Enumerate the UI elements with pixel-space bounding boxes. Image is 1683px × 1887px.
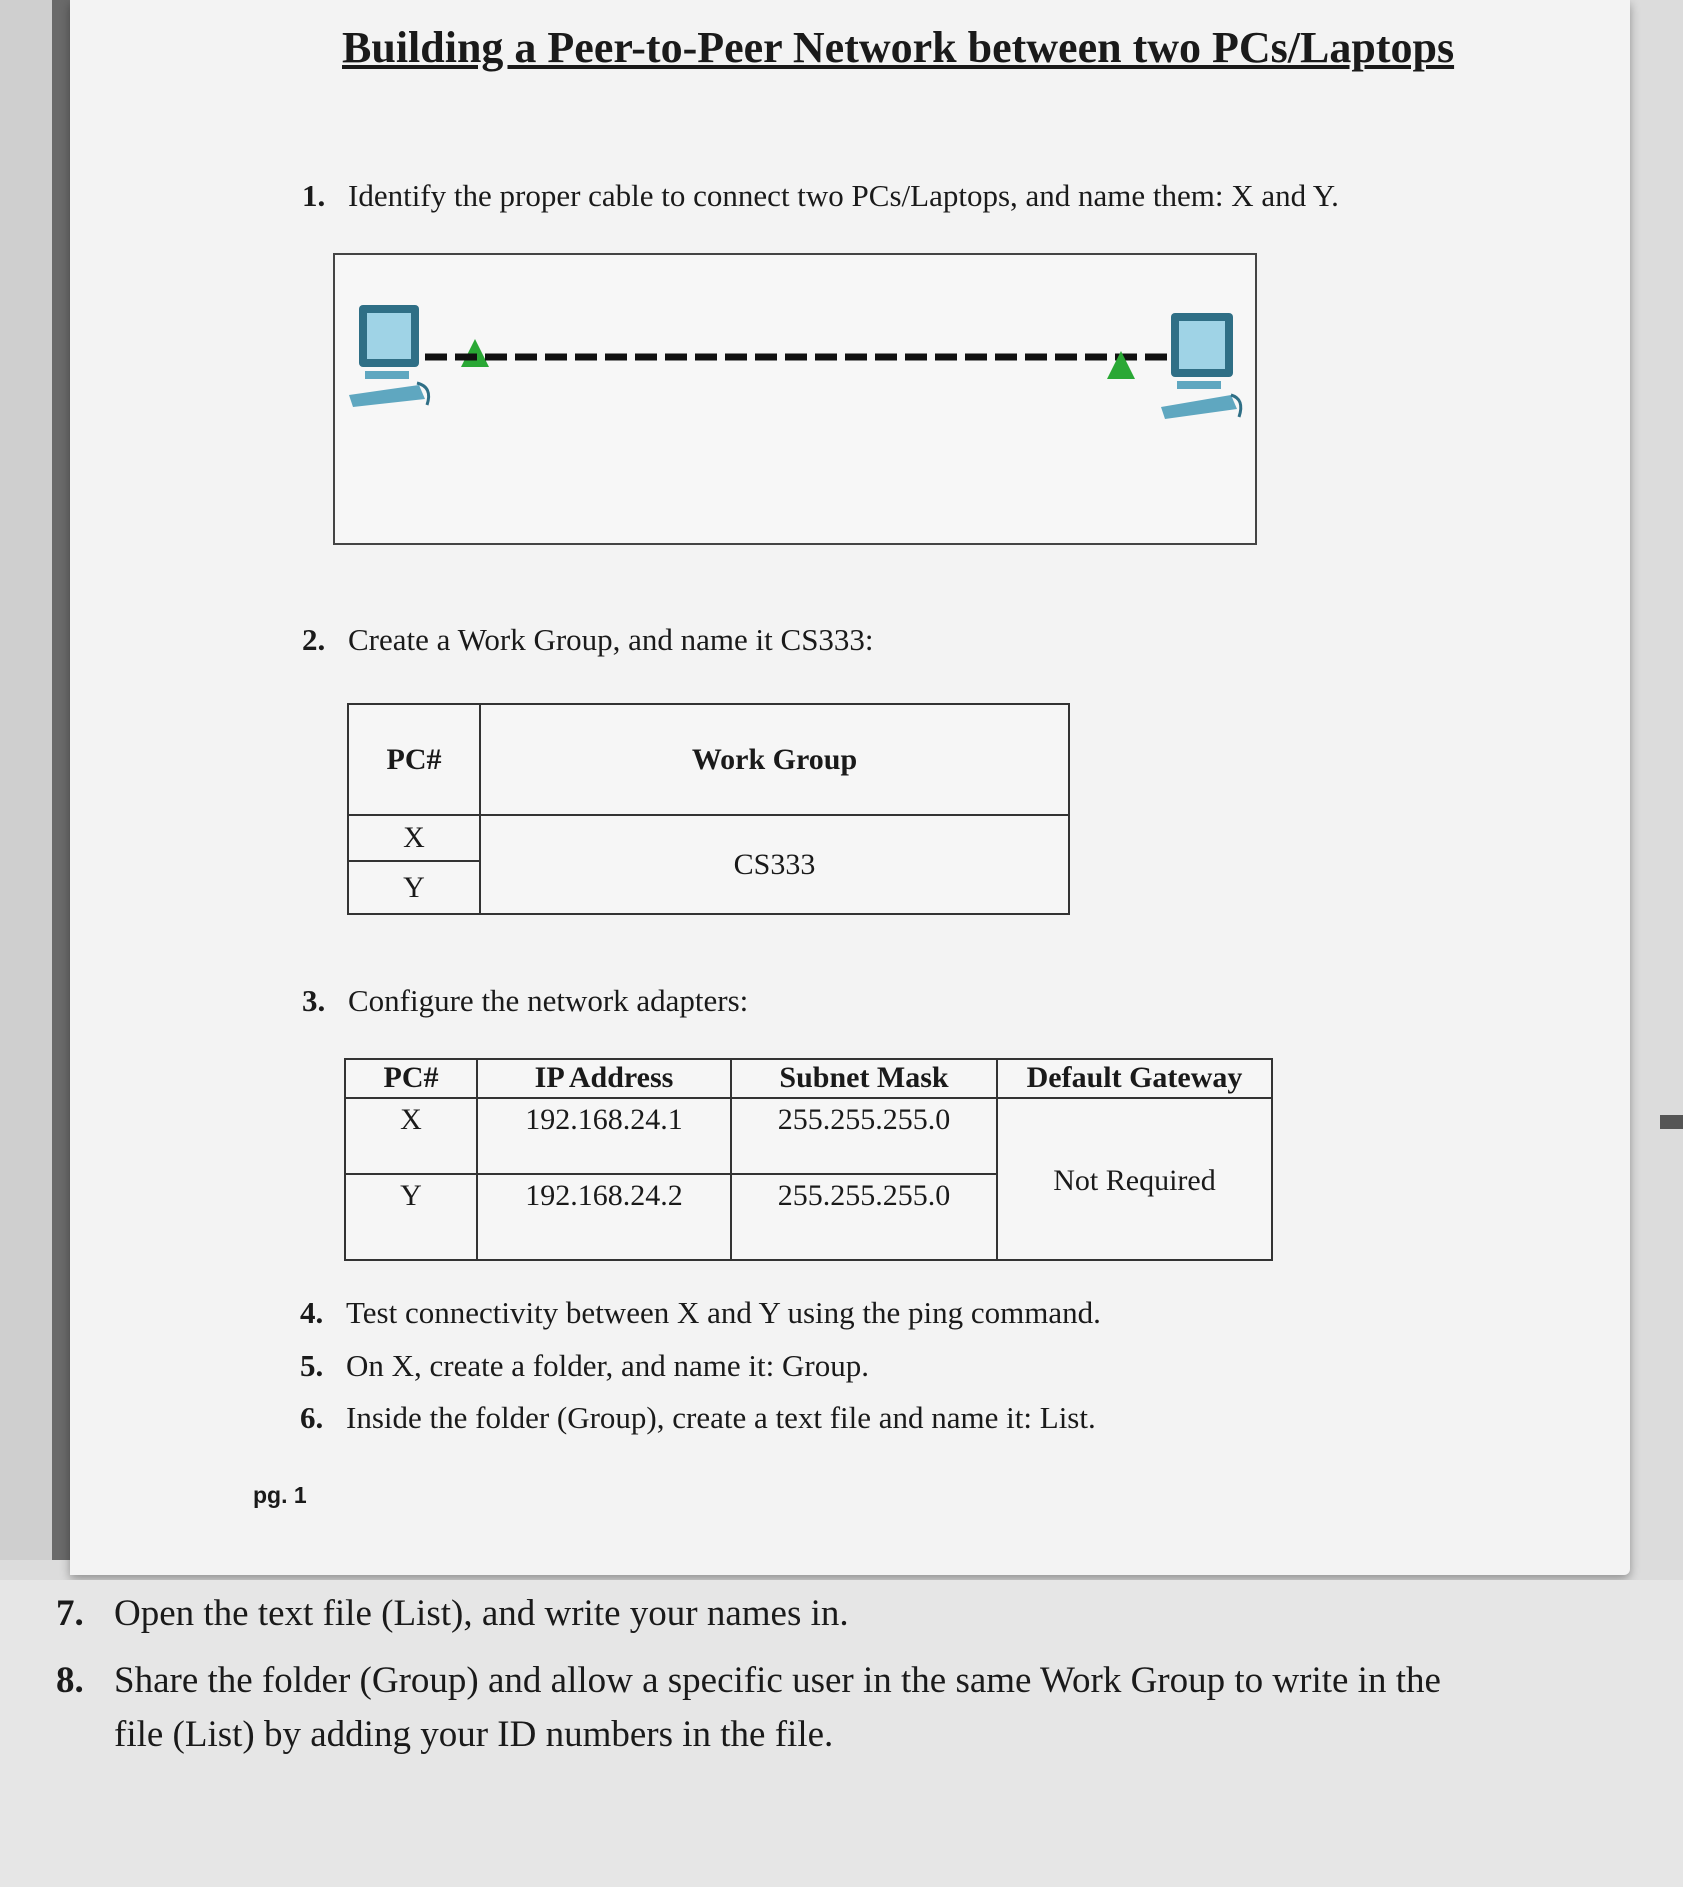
page-number: pg. 1 xyxy=(253,1482,307,1508)
header-subnet-mask: Subnet Mask xyxy=(731,1059,997,1098)
header-ip-address: IP Address xyxy=(477,1059,731,1098)
table-cell: 255.255.255.0 xyxy=(731,1098,997,1174)
step-8 xyxy=(56,1654,1516,1761)
table-cell: 255.255.255.0 xyxy=(731,1174,997,1260)
step-2 xyxy=(302,622,874,658)
step-number: 5. xyxy=(300,1348,324,1383)
step-number: 7. xyxy=(56,1593,84,1634)
table-cell: Y xyxy=(348,861,480,914)
step-1 xyxy=(302,178,1339,214)
page-shadow xyxy=(52,0,70,1560)
step-4 xyxy=(300,1295,1101,1331)
step-text: Identify the proper cable to connect two PCs/Laptops, and name them: X and Y. xyxy=(348,178,1339,213)
link-up-triangle-icon xyxy=(461,339,489,367)
step-number: 3. xyxy=(302,983,326,1018)
step-text: Open the text file (List), and write your names in. xyxy=(114,1593,849,1634)
step-number: 8. xyxy=(56,1660,84,1701)
background-strip xyxy=(0,0,52,1560)
table-cell: 192.168.24.2 xyxy=(477,1174,731,1260)
background-edge xyxy=(1660,1115,1683,1129)
step-text: Share the folder (Group) and allow a specific user in the same Work Group to write in the file (List) by adding your ID numbers in the file. xyxy=(114,1660,1441,1755)
pc-icon xyxy=(1161,313,1241,419)
adapter-table xyxy=(344,1058,1273,1261)
table-cell: X xyxy=(345,1098,477,1174)
workgroup-table xyxy=(347,703,1070,915)
document-title: Building a Peer-to-Peer Network between two PCs/Laptops xyxy=(342,23,1455,72)
table-cell: 192.168.24.1 xyxy=(477,1098,731,1174)
table-cell: Y xyxy=(345,1174,477,1260)
work-group-value: CS333 xyxy=(480,815,1069,914)
pc-icon xyxy=(349,305,429,407)
step-3 xyxy=(302,983,748,1019)
step-text: Inside the folder (Group), create a text file and name it: List. xyxy=(346,1400,1096,1435)
header-default-gateway: Default Gateway xyxy=(997,1059,1272,1098)
header-pc: PC# xyxy=(348,704,480,815)
gateway-value: Not Required xyxy=(997,1098,1272,1260)
header-work-group: Work Group xyxy=(480,704,1069,815)
step-number: 4. xyxy=(300,1295,324,1330)
step-text: Test connectivity between X and Y using the ping command. xyxy=(346,1295,1101,1330)
step-text: On X, create a folder, and name it: Group. xyxy=(346,1348,869,1383)
step-number: 2. xyxy=(302,622,326,657)
step-7 xyxy=(56,1592,849,1635)
table-cell: X xyxy=(348,815,480,861)
header-pc: PC# xyxy=(345,1059,477,1098)
step-number: 1. xyxy=(302,178,326,213)
step-text: Configure the network adapters: xyxy=(348,983,749,1018)
step-number: 6. xyxy=(300,1400,324,1435)
step-text: Create a Work Group, and name it CS333: xyxy=(348,622,874,657)
network-diagram xyxy=(333,253,1257,545)
step-5 xyxy=(300,1348,869,1384)
step-6 xyxy=(300,1400,1096,1436)
